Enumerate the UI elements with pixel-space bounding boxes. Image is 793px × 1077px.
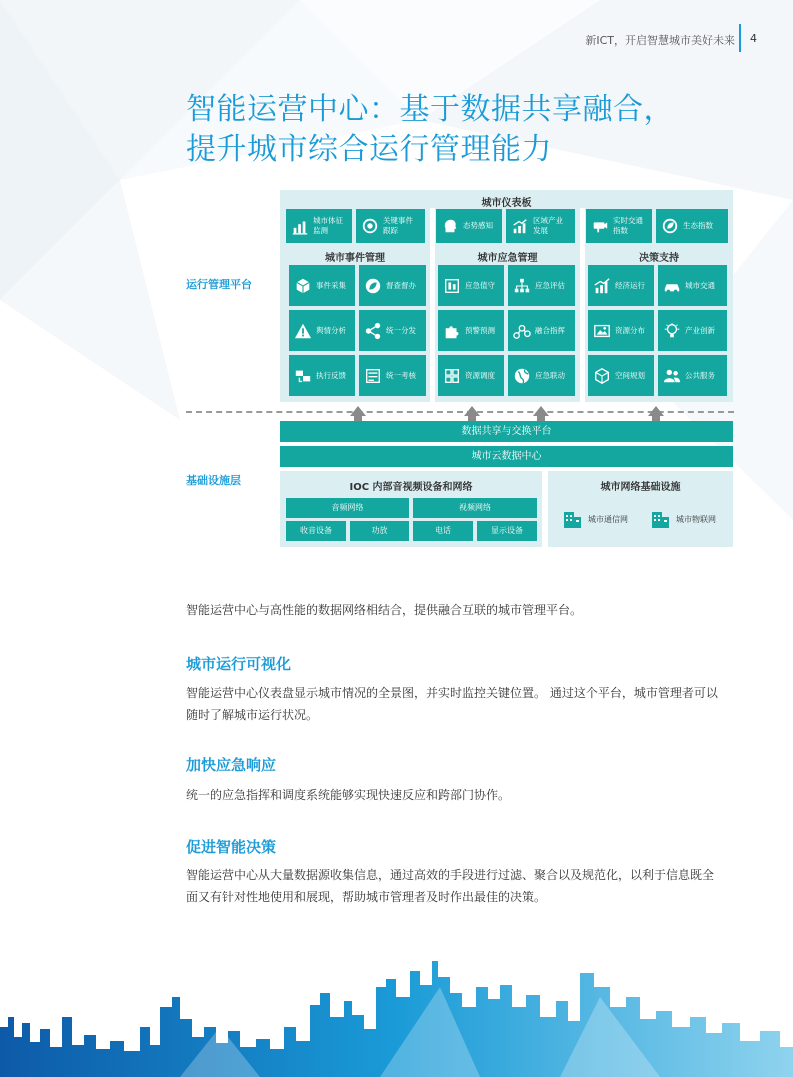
cube-icon (294, 277, 312, 295)
image-icon (593, 322, 611, 340)
decision-tile-label: 经济运行 (615, 280, 645, 290)
chart-icon (291, 217, 309, 235)
car-icon (663, 277, 681, 295)
head-icon (441, 217, 459, 235)
emergency-tile (508, 265, 575, 306)
network-cell: 功放 (350, 521, 409, 541)
event-mgmt-title: 城市事件管理 (325, 253, 385, 264)
decision-tile (588, 310, 654, 351)
side-label-ops: 运行管理平台 (186, 278, 252, 291)
event-mgmt-tile-label: 事件采集 (316, 280, 346, 290)
dashboard-tile (656, 209, 728, 243)
section-body-line: 智能运营中心仪表盘显示城市情况的全景图，并实时监控关键位置。 通过这个平台，城市管理者可以 (186, 686, 718, 700)
grid-icon (443, 367, 461, 385)
event-mgmt-tile (359, 310, 426, 351)
emergency-tile-label: 资源调度 (465, 370, 495, 380)
column-divider (580, 208, 585, 402)
decision-tile (588, 265, 654, 306)
decision-tile (658, 265, 727, 306)
building-iot-icon (650, 508, 672, 530)
column-divider (430, 208, 435, 402)
section-body (186, 784, 736, 806)
event-mgmt-tile-label: 统一分发 (386, 325, 416, 335)
dashboard-tile-label: 城市体征 监测 (313, 216, 343, 235)
ioc-network-title: IOC 内部音视频设备和网络 (349, 482, 473, 493)
section-body (186, 682, 736, 726)
section-body-line: 智能运营中心从大量数据源收集信息，通过高效的手段进行过滤、聚合以及规范化，以利于信息既全 (186, 868, 715, 882)
warning-icon (294, 322, 312, 340)
section-body-line: 面又有针对性地使用和展现，帮助城市管理者及时作出最佳的决策。 (186, 890, 547, 904)
section-heading: 城市运行可视化 (186, 655, 292, 673)
building-net-icon (562, 508, 584, 530)
emergency-tile-label: 预警预测 (465, 325, 495, 335)
emergency-tile (508, 310, 575, 351)
dashboard-tile-label: 实时交通 指数 (613, 216, 643, 235)
decision-tile-label: 公共服务 (685, 370, 715, 380)
event-mgmt-tile (359, 265, 426, 306)
dashboard-tile-label: 生态指数 (683, 221, 713, 230)
people-icon (663, 367, 681, 385)
section-heading: 促进智能决策 (186, 838, 277, 856)
emergency-tile-label: 应急值守 (465, 280, 495, 290)
decision-tile (658, 310, 727, 351)
growth-icon (511, 217, 529, 235)
city-iot-network (650, 508, 716, 530)
decision-tile-label: 城市交通 (685, 280, 715, 290)
dashboard-tile-label: 态势感知 (463, 221, 493, 230)
up-arrows (0, 400, 793, 422)
emergency-tile-label: 融合指挥 (535, 325, 565, 335)
emergency-tile (438, 265, 504, 306)
puzzle-icon (443, 322, 461, 340)
header-text: 新ICT，开启智慧城市美好未来 (585, 34, 735, 47)
section-heading: 加快应急响应 (186, 756, 277, 774)
decision-tile (588, 355, 654, 396)
camera-icon (591, 217, 609, 235)
bulb-icon (663, 322, 681, 340)
decision-tile-label: 空间规划 (615, 370, 645, 380)
dashboard-tile (436, 209, 502, 243)
city-iot-label: 城市物联网 (676, 514, 716, 524)
dashboard-tile-label: 区域产业 发展 (533, 216, 563, 235)
share-icon (364, 322, 382, 340)
network-cell: 电话 (413, 521, 473, 541)
checklist-icon (364, 367, 382, 385)
eco-icon (661, 217, 679, 235)
feedback-icon (294, 367, 312, 385)
emergency-tile-label: 应急评估 (535, 280, 565, 290)
emergency-tile (508, 355, 575, 396)
city-skyline-illustration (0, 957, 793, 1077)
org-icon (513, 277, 531, 295)
audio-network: 音频网络 (286, 498, 409, 518)
event-mgmt-tile-label: 执行反馈 (316, 370, 346, 380)
page-number: 4 (750, 32, 757, 45)
target-icon (361, 217, 379, 235)
city-comm-network (562, 508, 628, 530)
bars-icon (593, 277, 611, 295)
title-line-2: 提升城市综合运行管理能力 (186, 132, 552, 167)
city-comm-label: 城市通信网 (588, 514, 628, 524)
box-icon (593, 367, 611, 385)
event-mgmt-tile (359, 355, 426, 396)
dashboard-title: 城市仪表板 (481, 198, 532, 209)
network-cell: 收音设备 (286, 521, 346, 541)
event-mgmt-tile-label: 舆情分析 (316, 325, 346, 335)
globe-icon (513, 367, 531, 385)
data-share-bar: 数据共享与交换平台 (280, 421, 733, 442)
emergency-tile (438, 310, 504, 351)
side-label-infra: 基础设施层 (186, 474, 241, 487)
decision-title: 决策支持 (639, 253, 679, 264)
cloud-bar: 城市云数据中心 (280, 446, 733, 467)
dashboard-tile (286, 209, 352, 243)
dashboard-tile (506, 209, 575, 243)
leaf-icon (364, 277, 382, 295)
dashboard-tile (356, 209, 425, 243)
section-body-line: 随时了解城市运行状况。 (186, 708, 319, 722)
network-cell: 显示设备 (477, 521, 537, 541)
section-body (186, 864, 736, 908)
video-network: 视频网络 (413, 498, 537, 518)
duty-icon (443, 277, 461, 295)
section-body-line: 统一的应急指挥和调度系统能够实现快速反应和跨部门协作。 (186, 788, 511, 802)
event-mgmt-tile (289, 355, 355, 396)
intro-text: 智能运营中心与高性能的数据网络相结合，提供融合互联的城市管理平台。 (186, 603, 583, 617)
dashboard-tile (586, 209, 652, 243)
nodes-icon (513, 322, 531, 340)
decision-tile (658, 355, 727, 396)
decision-tile-label: 资源分布 (615, 325, 645, 335)
event-mgmt-tile (289, 310, 355, 351)
city-network-title: 城市网络基础设施 (600, 482, 681, 493)
title-line-1: 智能运营中心：基于数据共享融合， (186, 92, 674, 127)
emergency-tile (438, 355, 504, 396)
event-mgmt-tile (289, 265, 355, 306)
event-mgmt-tile-label: 督查督办 (386, 280, 416, 290)
emergency-tile-label: 应急联动 (535, 370, 565, 380)
dashboard-tile-label: 关键事件 跟踪 (383, 216, 413, 235)
decision-tile-label: 产业创新 (685, 325, 715, 335)
emergency-title: 城市应急管理 (477, 253, 538, 264)
event-mgmt-tile-label: 统一考核 (386, 370, 416, 380)
